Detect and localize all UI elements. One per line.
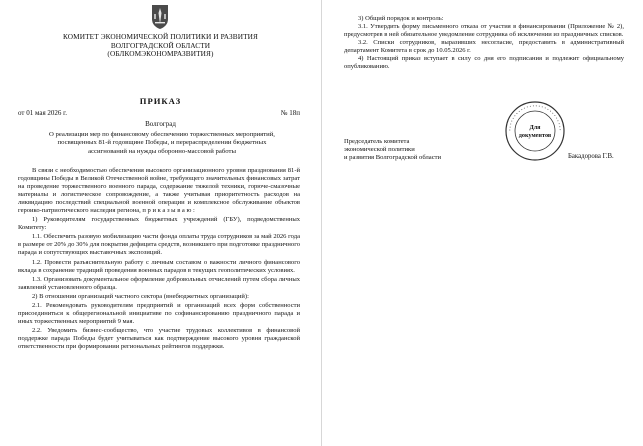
signatory-name: Бакадорова Г.В. xyxy=(568,153,614,160)
document-title: ПРИКАЗ xyxy=(139,96,182,106)
issuer-abbrev-line: (ОБЛКОМЭКОНОМРАЗВИТИЯ) xyxy=(107,49,214,59)
body-paragraph: В связи с необходимостью обеспечения высокого организационного уровня празднования 81-й годовщины Победы в Великой Отечественной войне, требующего значительных финансовых затрат на проведение торжественного военного парада, содержание тяжелой техники, горюче-смазочные материалы и логистическое сопровождение, а также учитывая приоритетность расходов на ликвидацию последствий специальной военной операции и комплексное обслуживание объектов героико-патриотического наследия региона, п р и к а з ы в а ю : xyxy=(18,167,300,215)
document-city: Волгоград xyxy=(145,120,176,128)
document-number: № 18п xyxy=(280,109,300,117)
svg-text:Для: Для xyxy=(529,124,541,131)
date-number-line xyxy=(18,109,300,117)
issuer-region-line: ВОЛГОГРАДСКОЙ ОБЛАСТИ xyxy=(110,40,211,50)
coat-of-arms-icon xyxy=(151,4,169,30)
body-paragraph: 3.2. Списки сотрудников, выразивших несогласие, предоставить в административный департамент Комитета в срок до 10.05.2026 г. xyxy=(344,39,624,55)
body-paragraph: 2.1. Рекомендовать руководителям предприятий и организаций всех форм собственности присоединиться к общерегиональной инициативе по софинансированию праздничного парада и иных торжественных мероприятий 9 мая. xyxy=(18,301,300,325)
body-paragraph: 2) В отношении организаций частного сектора (внебюджетных организаций): xyxy=(32,292,249,300)
body-paragraph: 4) Настоящий приказ вступает в силу со дня его подписания и подлежит официальному опубликованию. xyxy=(344,55,624,71)
body-paragraph: 1.2. Провести разъяснительную работу с личным составом о важности личного финансового вклада в сохранение традиций проведения военных парадов в текущих геополитических условиях. xyxy=(18,258,300,274)
signatory-position-line: и развития Волгоградской области xyxy=(344,153,442,161)
body-paragraph: 2.2. Уведомить бизнес-сообщество, что участие трудовых коллективов в финансовой поддержке парада Победы будет учитываться как подтверждение высокого уровня гражданской ответственности при формировании региональных рейтингов поддержки. xyxy=(18,326,300,350)
page-2 xyxy=(322,0,643,446)
page-1 xyxy=(0,0,321,446)
document-date: от 01 мая 2026 г. xyxy=(18,109,68,117)
order-body-left xyxy=(18,167,300,351)
body-paragraph: 1.1. Обеспечить разовую мобилизацию части фонда оплаты труда сотрудников за май 2026 года в размере от 20% до 30% для покрытия дефицита средств, возникшего при подготовке праздничного парада и сопутствующих выставочных экспозиций. xyxy=(18,233,300,257)
document-subject: О реализации мер по финансовому обеспечению торжественных мероприятий, посвященных 81-й годовщине Победы, и перераспределении бюджетных ассигнований на нужды оборонно-массовой работы xyxy=(49,131,275,155)
body-paragraph: 1.3. Организовать документальное оформление добровольных отчислений путем сбора личных заявлений установленного образца. xyxy=(18,275,300,291)
round-seal-stamp-icon xyxy=(504,100,566,162)
signatory-position xyxy=(344,138,504,162)
order-body-right xyxy=(344,15,624,71)
body-paragraph: 3) Общий порядок и контроль: xyxy=(358,15,444,22)
issuer-name-line: КОМИТЕТ ЭКОНОМИЧЕСКОЙ ПОЛИТИКИ И РАЗВИТИЯ xyxy=(63,32,258,41)
svg-text:документов: документов xyxy=(518,132,552,139)
svg-text:• • • • • • • • • • • • • • •: • • • • • • • • • • • • • • • • • • • • • • • • • • xyxy=(507,103,563,132)
issuer-header xyxy=(30,33,291,59)
body-paragraph: 1) Руководителям государственных бюджетных учреждений (ГБУ), подведомственных Комитету: xyxy=(18,216,300,232)
body-paragraph: 3.1. Утвердить форму письменного отказа от участия в финансировании (Приложение № 2), предусмотрев в ней обязательное уведомление сотрудника об исключении из праздничных списков. xyxy=(344,23,624,39)
signatory-position-line: экономической политики xyxy=(344,145,415,153)
signatory-position-line: Председатель комитета xyxy=(344,138,410,145)
